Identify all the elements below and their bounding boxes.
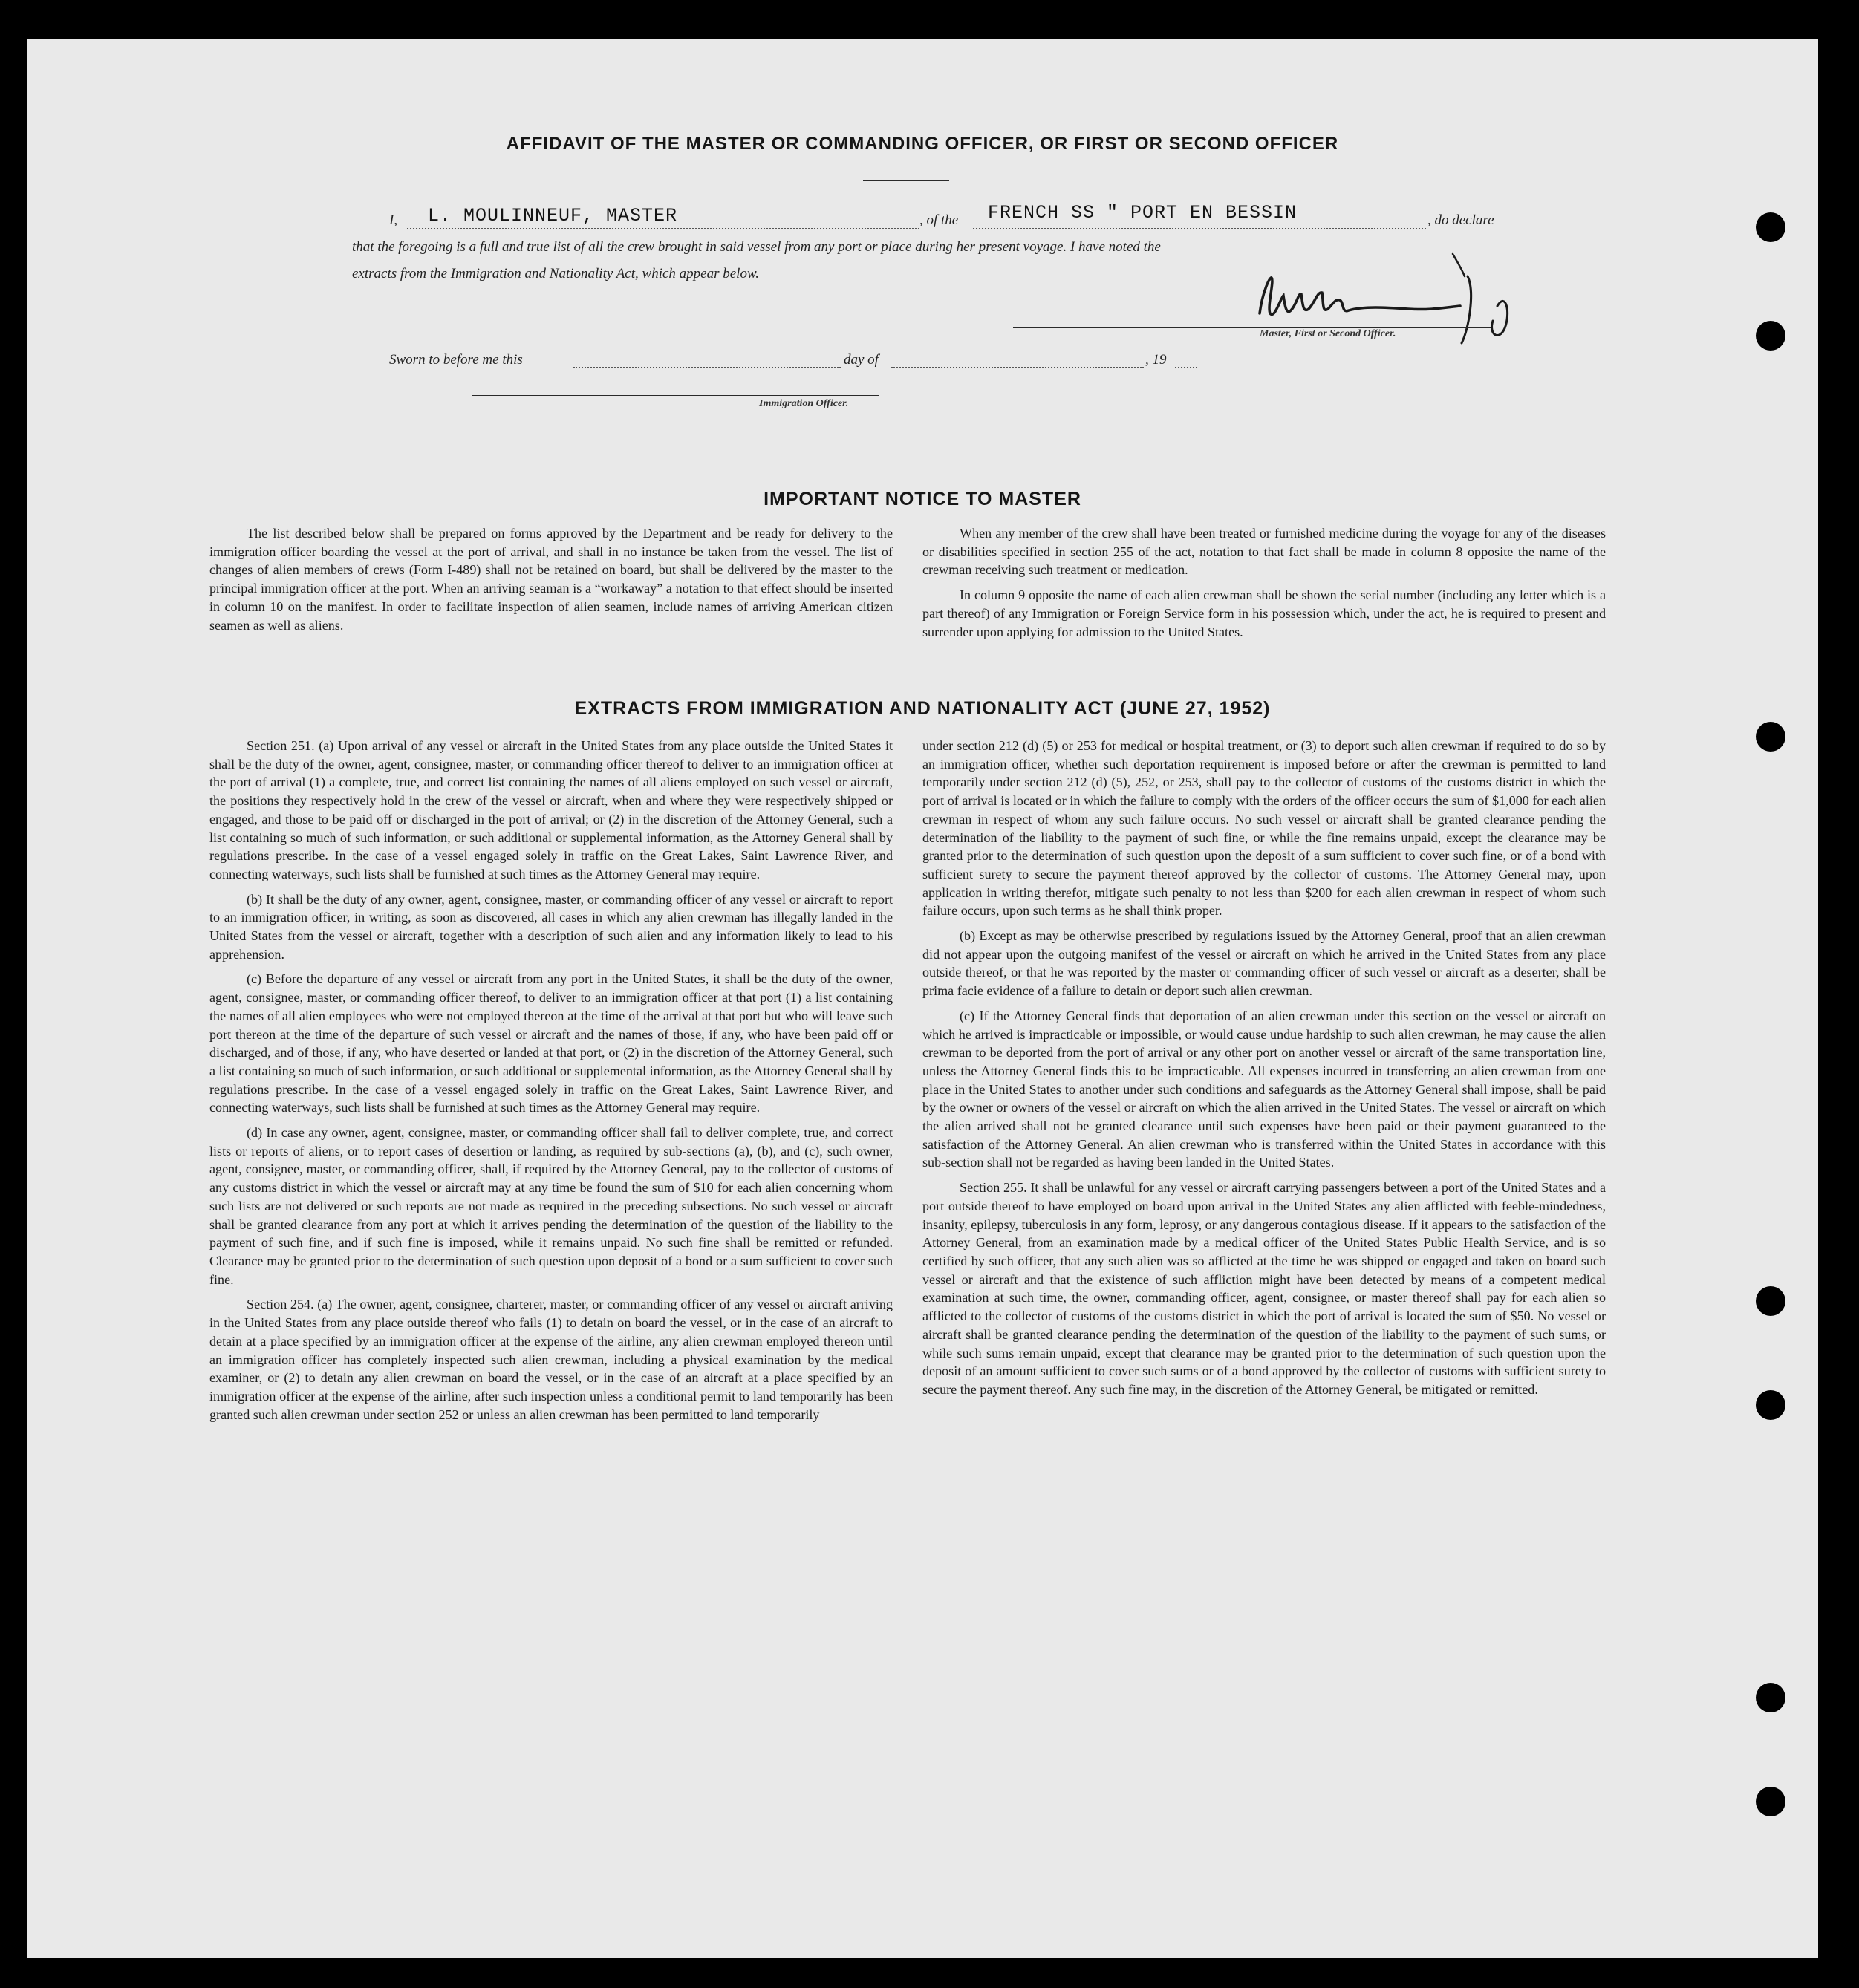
signature-caption: Master, First or Second Officer. — [1260, 328, 1396, 339]
sworn-day-blank — [573, 367, 841, 368]
day-of-label: day of — [844, 352, 879, 368]
section-251-c: (c) Before the departure of any vessel or aircraft from any port in the United States, it shall be the duty of the owner, agent, consignee, master, or commanding officer thereof, to deliver to an immigration officer at that port (1) a list containing the names of all alien employees who were not employed thereon at the time of the arrival at that port but who will leave such port thereon at the time of the departure of such vessel or aircraft and the names of those, if any, who have been paid off or discharged, and of those, if any, who have deserted or landed at that port, or (2) in the discretion of the Attorney General, such a list containing so much of such information, or such additional or supplemental information, as the Attorney General shall by regulations prescribe. In the case of a vessel engaged solely in traffic on the Great Lakes, Saint Lawrence River, and connecting waterways, such lists shall be furnished at such times as the Attorney General may require. — [209, 971, 893, 1115]
notice-left-paragraph: The list described below shall be prepared on forms approved by the Department and be ready for delivery to the immigration officer boarding the vessel at the port of arrival, and shall in no instance be taken from the vessel. The list of changes of alien members of crews (Form I-489) shall not be retained on board, but shall be delivered by the master to the principal immigration officer at the port. When an arriving seaman is a “workaway” a notation to that effect should be inserted in column 10 on the manifest. In order to facilitate inspection of alien seamen, include names of arriving American citizen seamen as well as aliens. — [209, 526, 893, 633]
declaration-line-2: that the foregoing is a full and true list of all the crew brought in said vessel from any port or place during her present voyage. I have noted the — [352, 239, 1161, 255]
do-declare-label: , do declare — [1427, 212, 1494, 228]
officer-signature-line — [472, 395, 879, 396]
signature-line — [1013, 327, 1491, 328]
section-254-c: (c) If the Attorney General finds that deportation of an alien crewman under this section on the vessel or aircraft on which he arrived is impracticable or impossible, or would cause undue hardship to such alien crewman, he may cause the alien crewman to be deported from the port of arrival or any other port on another vessel or aircraft of the same transportation line, unless the Attorney General finds this to be impracticable. All expenses incurred in transferring an alien crewman from one place in the United States to another under such conditions and safeguards as the Attorney General shall impose, shall be paid by the owner or owners of the vessel or aircraft on which the alien arrived in the United States. The vessel or aircraft on which the alien arrived shall not be granted clearance until such expenses have been paid or their payment guaranteed to the satisfaction of the Attorney General. An alien crewman who is transferred within the United States in accordance with this sub-section shall not be regarded as having been landed in the United States. — [922, 1008, 1606, 1170]
sworn-year-blank — [1175, 367, 1197, 368]
punch-hole — [1756, 1787, 1785, 1816]
name-blank-line — [407, 228, 919, 229]
punch-hole — [1756, 722, 1785, 752]
document-page — [27, 39, 1818, 1958]
notice-right-paragraph: In column 9 opposite the name of each alien crewman shall be shown the serial number (including any letter which is a part thereof) of any Immigration or Foreign Service form in his possession which, under the act, he is required to present and surrender upon applying for admission to the United States. — [922, 587, 1606, 639]
of-the-label: , of the — [919, 212, 959, 228]
notice-right-paragraph: When any member of the crew shall have been treated or furnished medicine during the voyage for any of the diseases or disabilities specified in section 255 of the act, notation to that fact shall be made in column 8 opposite the name of the crewman receiving such treatment or medication. — [922, 526, 1606, 578]
section-251-b: (b) It shall be the duty of any owner, agent, consignee, master, or commanding officer of any vessel or aircraft to report to an immigration officer, in writing, as soon as discovered, all cases in which any alien crewman has illegally landed in the United States from the vessel or aircraft, together with a description of such alien and any information likely to lead to his apprehension. — [209, 891, 893, 962]
notice-right-column — [922, 524, 1606, 648]
notice-title: IMPORTANT NOTICE TO MASTER — [764, 489, 1081, 509]
punch-hole — [1756, 1390, 1785, 1420]
officer-caption: Immigration Officer. — [759, 398, 849, 409]
section-255: Section 255. It shall be unlawful for any vessel or aircraft carrying passengers between a port of the United States and a port outside thereof to have employed on board upon arrival in the United States any alien afflicted with feeble-mindedness, insanity, epilepsy, tuberculosis in any form, leprosy, or any dangerous contagious disease. If it appears to the satisfaction of the Attorney General, from an examination made by a medical officer of the United States Public Health Service, and is so certified by such officer, that any such alien was so afflicted at the time he was shipped or engaged and taken on board such vessel or aircraft and that the existence of such affliction might have been detected by means of a competent medical examination at such time, the owner, commanding officer, agent, consignee, or master thereof shall pay for each alien so afflicted to the collector of customs of the customs district in which the port of arrival is located the sum of $50. No vessel or aircraft shall be granted clearance pending the determination of the question of the liability to the payment of such sums, or while such sums remain unpaid, except that clearance may be granted prior to the determination of such question upon the deposit of an amount sufficient to cover such sums or of a bond approved by the collector of customs with sufficient surety to secure the payment thereof. Any such fine may, in the discretion of the Attorney General, be mitigated or remitted. — [922, 1180, 1606, 1397]
vessel-blank-line — [973, 228, 1426, 229]
declarant-name: L. MOULINNEUF, MASTER — [428, 205, 678, 226]
declaration-line-3: extracts from the Immigration and Nationality Act, which appear below. — [352, 266, 759, 281]
section-251-a: Section 251. (a) Upon arrival of any vessel or aircraft in the United States from any place outside the United States it shall be the duty of the owner, agent, consignee, master, or commanding officer thereof to deliver to an immigration officer at the port of arrival (1) a complete, true, and correct list containing the names of all aliens employed on such vessel or aircraft, the positions they respectively hold in the crew of the vessel or aircraft, when and where they were respectively shipped or engaged, and those to be paid off or discharged in the port of arrival; or (2) in the discretion of the Attorney General, such a list containing so much of such information, or such additional or supplemental information, as the Attorney General shall by regulations prescribe. In the case of a vessel engaged solely in traffic on the Great Lakes, Saint Lawrence River, and connecting waterways, such lists shall be furnished at such times as the Attorney General may require. — [209, 738, 893, 881]
vessel-name: FRENCH SS " PORT EN BESSIN — [988, 202, 1298, 224]
punch-hole — [1756, 321, 1785, 351]
title-underline — [863, 180, 949, 181]
punch-hole — [1756, 1683, 1785, 1712]
sworn-month-blank — [891, 367, 1144, 368]
i-prefix: I, — [389, 212, 398, 228]
notice-left-column — [209, 524, 893, 641]
sworn-label: Sworn to before me this — [389, 352, 523, 368]
extracts-title: EXTRACTS FROM IMMIGRATION AND NATIONALITY ACT (JUNE 27, 1952) — [574, 698, 1271, 719]
punch-hole — [1756, 212, 1785, 242]
affidavit-title: AFFIDAVIT OF THE MASTER OR COMMANDING OFFICER, OR FIRST OR SECOND OFFICER — [506, 134, 1339, 154]
section-254-a: Section 254. (a) The owner, agent, consignee, charterer, master, or commanding officer of any vessel or aircraft arriving in the United States from any place outside thereof who fails (1) to detain on board the vessel, or in the case of an aircraft to detain at a place specified by an immigration officer at the expense of the airline, any alien crewman employed thereon until an immigration officer has completely inspected such alien crewman, including a physical examination by the medical examiner, or (2) to detain any alien crewman on board the vessel, or in the case of an aircraft at a place specified by an immigration officer at the expense of the airline, after such inspection unless a conditional permit to land temporarily has been granted such alien crewman under section 252 or unless an alien crewman has been permitted to land temporarily — [209, 1297, 893, 1422]
section-254-b: (b) Except as may be otherwise prescribed by regulations issued by the Attorney General, proof that an alien crewman did not appear upon the outgoing manifest of the vessel or aircraft on which he arrived in the United States from any place outside thereof, or that he was reported by the master or commanding officer of such vessel or aircraft as a deserter, shall be prima facie evidence of a failure to detain or deport such alien crewman. — [922, 928, 1606, 999]
year-prefix: , 19 — [1145, 352, 1167, 368]
extracts-right-column — [922, 737, 1606, 1406]
extracts-left-column — [209, 737, 893, 1430]
section-251-d: (d) In case any owner, agent, consignee, master, or commanding officer shall fail to deliver complete, true, and correct lists or reports of aliens, or to report cases of desertion or landing, as required by sub-sections (a), (b), and (c), such owner, agent, consignee, master, or commanding officer, shall, if required by the Attorney General, pay to the collector of customs of any customs district in which the vessel or aircraft may at any time be found the sum of $10 for each alien concerning whom such lists are not delivered or such reports are not made as required in the preceding subsections. No such vessel or aircraft shall be granted clearance from any port at which it arrives pending the determination of the question of the liability to the payment of such fine, and if such fine is imposed, while it remains unpaid. No such fine shall be remitted or refunded. Clearance may be granted prior to the determination of such question upon deposit of a bond or a sum sufficient to cover such fine. — [209, 1125, 893, 1287]
section-254-a-continued: under section 212 (d) (5) or 253 for medical or hospital treatment, or (3) to deport such alien crewman if required to do so by an immigration officer, whether such deportation requirement is imposed before or after the crewman is permitted to land temporarily under section 212 (d) (5), 252, or 253, shall pay to the collector of customs of the customs district in which the port of arrival is located or in which the failure to comply with the orders of the officer occurs the sum of $1,000 for each alien crewman in respect of whom any such failure occurs. No such vessel or aircraft shall be granted clearance pending the determination of the liability to the payment of such fine, or while the fine remains unpaid, except the clearance may be granted prior to the determination of such question upon the deposit of a sum sufficient to cover such fine, or of a bond with sufficient surety to secure the payment thereof approved by the collector of customs. The Attorney General may, upon application in writing therefor, mitigate such penalty to not less than $200 for each alien crewman in respect of whom such failure occurs, upon such terms as he shall think proper. — [922, 738, 1606, 919]
punch-hole — [1756, 1286, 1785, 1316]
